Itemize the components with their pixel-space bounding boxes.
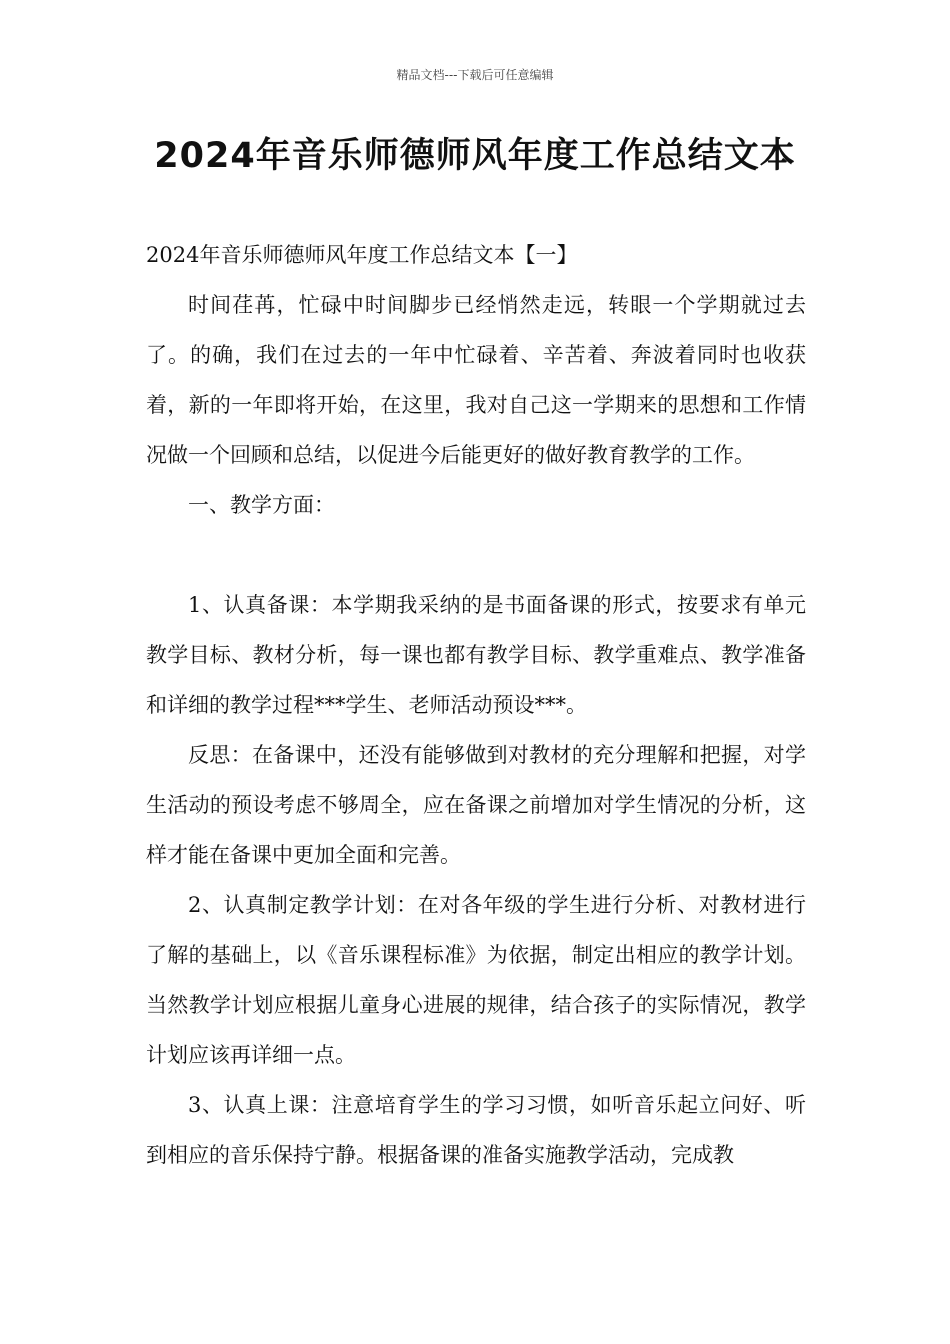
subheading: 2024年音乐师德师风年度工作总结文本【一】 (146, 243, 578, 267)
document-title: 2024年音乐师德师风年度工作总结文本 (154, 136, 796, 176)
blank-line (146, 530, 806, 580)
document-body (146, 230, 806, 1180)
paragraph-item-3: 3、认真上课：注意培育学生的学习习惯，如听音乐起立问好、听到相应的音乐保持宁静。根据备课的准备实施教学活动，完成教 (146, 1093, 806, 1167)
paragraph-item-1: 1、认真备课：本学期我采纳的是书面备课的形式，按要求有单元教学目标、教材分析，每一课也都有教学目标、教学重难点、教学准备和详细的教学过程***学生、老师活动预设***。 (146, 593, 806, 717)
section-heading-teaching: 一、教学方面： (188, 493, 335, 517)
header-note: 精品文档---下载后可任意编辑 (396, 68, 554, 82)
paragraph-intro: 时间荏苒，忙碌中时间脚步已经悄然走远，转眼一个学期就过去了。的确，我们在过去的一年中忙碌着、辛苦着、奔波着同时也收获着，新的一年即将开始，在这里，我对自己这一学期来的思想和工作情况做一个回顾和总结，以促进今后能更好的做好教育教学的工作。 (146, 293, 806, 467)
paragraph-item-2: 2、认真制定教学计划：在对各年级的学生进行分析、对教材进行了解的基础上，以《音乐课程标准》为依据，制定出相应的教学计划。当然教学计划应根据儿童身心进展的规律，结合孩子的实际情况，教学计划应该再详细一点。 (146, 893, 806, 1067)
paragraph-reflection: 反思：在备课中，还没有能够做到对教材的充分理解和把握，对学生活动的预设考虑不够周全，应在备课之前增加对学生情况的分析，这样才能在备课中更加全面和完善。 (146, 743, 806, 867)
